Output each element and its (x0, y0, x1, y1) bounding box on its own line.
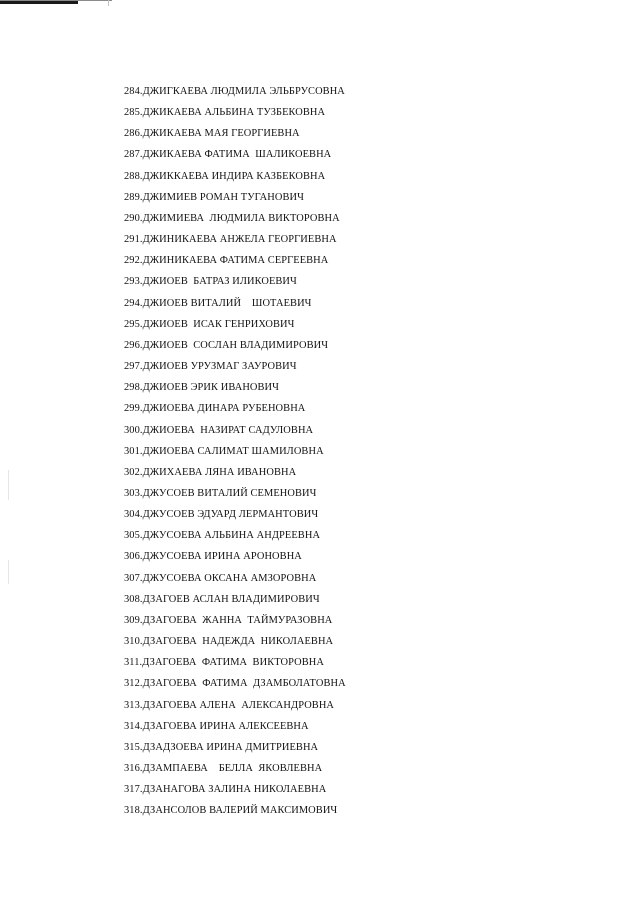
list-item: 306.ДЖУСОЕВА ИРИНА АРОНОВНА (124, 551, 302, 563)
list-item: 312.ДЗАГОЕВА ФАТИМА ДЗАМБОЛАТОВНА (124, 678, 346, 690)
scan-margin-mark (8, 560, 9, 584)
list-item: 288.ДЖИККАЕВА ИНДИРА КАЗБЕКОВНА (124, 170, 326, 182)
list-item: 309.ДЗАГОЕВА ЖАННА ТАЙМУРАЗОВНА (124, 614, 333, 626)
list-item: 311.ДЗАГОЕВА ФАТИМА ВИКТОРОВНА (124, 657, 324, 669)
list-item: 287.ДЖИКАЕВА ФАТИМА ШАЛИКОЕВНА (124, 149, 332, 161)
list-item: 296.ДЖИОЕВ СОСЛАН ВЛАДИМИРОВИЧ (124, 339, 329, 351)
list-item: 310.ДЗАГОЕВА НАДЕЖДА НИКОЛАЕВНА (124, 636, 334, 648)
list-item: 295.ДЖИОЕВ ИСАК ГЕНРИХОВИЧ (124, 318, 295, 330)
list-item: 317.ДЗАНАГОВА ЗАЛИНА НИКОЛАЕВНА (124, 784, 327, 796)
list-item: 289.ДЖИМИЕВ РОМАН ТУГАНОВИЧ (124, 191, 304, 203)
list-item: 294.ДЖИОЕВ ВИТАЛИЙ ШОТАЕВИЧ (124, 297, 312, 309)
list-item: 315.ДЗАДЗОЕВА ИРИНА ДМИТРИЕВНА (124, 741, 319, 753)
scan-mark-line (0, 0, 112, 1)
list-item: 291.ДЖИНИКАЕВА АНЖЕЛА ГЕОРГИЕВНА (124, 234, 337, 246)
list-item: 286.ДЖИКАЕВА МАЯ ГЕОРГИЕВНА (124, 128, 300, 140)
list-item: 305.ДЖУСОЕВА АЛЬБИНА АНДРЕЕВНА (124, 530, 321, 542)
list-item: 313.ДЗАГОЕВА АЛЕНА АЛЕКСАНДРОВНА (124, 699, 335, 711)
list-item: 284.ДЖИГКАЕВА ЛЮДМИЛА ЭЛЬБРУСОВНА (124, 86, 345, 97)
list-item: 290.ДЖИМИЕВА ЛЮДМИЛА ВИКТОРОВНА (124, 212, 340, 224)
list-item: 308.ДЗАГОЕВ АСЛАН ВЛАДИМИРОВИЧ (124, 593, 320, 605)
list-item: 297.ДЖИОЕВ УРУЗМАГ ЗАУРОВИЧ (124, 361, 297, 373)
list-item: 301.ДЖИОЕВА САЛИМАТ ШАМИЛОВНА (124, 445, 324, 457)
list-item: 300.ДЖИОЕВА НАЗИРАТ САДУЛОВНА (124, 424, 314, 436)
name-list (124, 84, 346, 824)
list-item: 293.ДЖИОЕВ БАТРАЗ ИЛИКОЕВИЧ (124, 276, 297, 288)
scan-artifact-tick (108, 0, 109, 6)
list-item: 299.ДЖИОЕВА ДИНАРА РУБЕНОВНА (124, 403, 306, 415)
list-item: 307.ДЖУСОЕВА ОКСАНА АМЗОРОВНА (124, 572, 317, 584)
list-item: 304.ДЖУСОЕВ ЭДУАРД ЛЕРМАНТОВИЧ (124, 509, 319, 521)
list-item: 285.ДЖИКАЕВА АЛЬБИНА ТУЗБЕКОВНА (124, 107, 326, 119)
list-item: 298.ДЖИОЕВ ЭРИК ИВАНОВИЧ (124, 382, 280, 394)
list-item: 292.ДЖИНИКАЕВА ФАТИМА СЕРГЕЕВНА (124, 255, 329, 267)
list-item: 318.ДЗАНСОЛОВ ВАЛЕРИЙ МАКСИМОВИЧ (124, 805, 338, 817)
list-item: 302.ДЖИХАЕВА ЛЯНА ИВАНОВНА (124, 466, 297, 478)
list-item: 316.ДЗАМПАЕВА БЕЛЛА ЯКОВЛЕВНА (124, 763, 323, 774)
list-item: 303.ДЖУСОЕВ ВИТАЛИЙ СЕМЕНОВИЧ (124, 487, 317, 499)
scan-margin-mark (8, 470, 9, 500)
list-item: 314.ДЗАГОЕВА ИРИНА АЛЕКСЕЕВНА (124, 720, 309, 732)
